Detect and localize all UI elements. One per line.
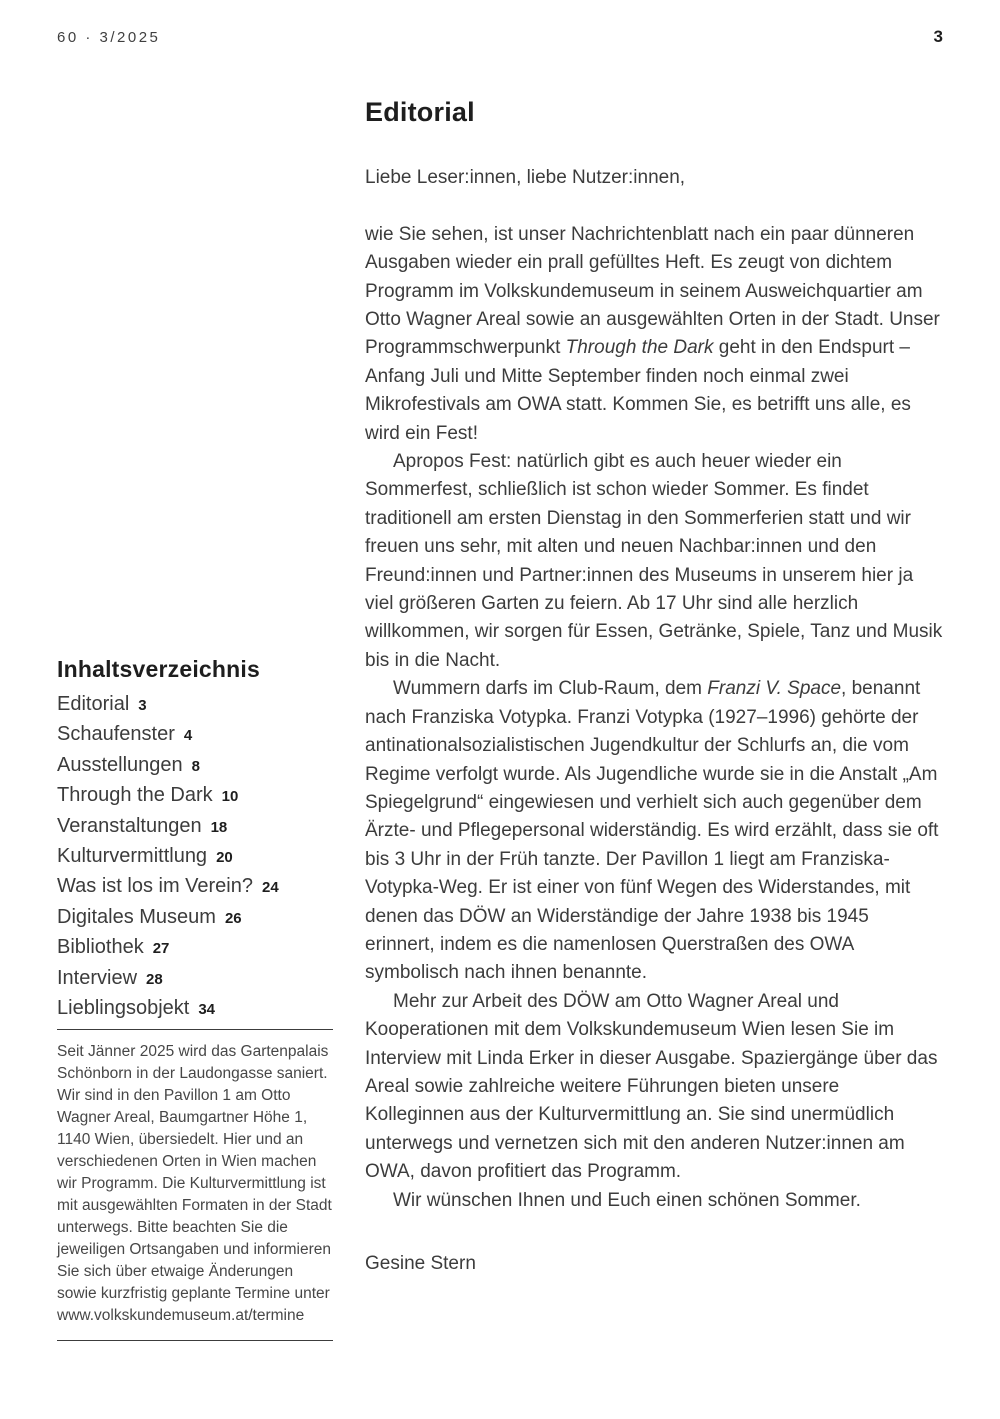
toc-item xyxy=(57,781,342,811)
editorial-body xyxy=(365,221,943,1215)
page-title: Editorial xyxy=(365,97,475,127)
toc-item-page: 3 xyxy=(138,697,147,714)
toc-item-page: 24 xyxy=(262,879,279,897)
editorial-paragraph: Wummern darfs im Club-Raum, dem Franzi V. Space, benannt nach Franziska Votypka. Franzi Votypka (1927–1996) gehörte der antinationalsozialistischen Jugendkultur der Schlurfs an, die vom Regime verfolgt wurde. Als Jugendliche wurde sie in die Anstalt „Am Spiegelgrund“ eingewiesen und verhielt sich auch gegenüber dem Ärzte- und Pflegepersonal widerständig. Es wird erzählt, dass sie oft bis 3 Uhr in der Früh tanzte. Der Pavillon 1 liegt am Franziska-Votypka-Weg. Er ist einer von fünf Wegen des Widerstandes, mit denen das DÖW an Widerständige der Jahre 1938 bis 1945 erinnert, indem es die namenlosen Querstraßen des OWA symbolisch nach ihnen benannte. xyxy=(365,678,939,984)
toc-item-label: Kulturvermittlung xyxy=(57,845,208,868)
toc-item xyxy=(57,872,342,902)
toc-item xyxy=(57,903,342,933)
toc-item-page: 34 xyxy=(198,1001,216,1019)
toc-item-page: 8 xyxy=(191,757,200,775)
page-number: 3 xyxy=(933,27,943,46)
toc-item-label: Ausstellungen xyxy=(57,753,183,776)
toc-item xyxy=(57,964,342,994)
editorial-article xyxy=(365,96,943,1278)
toc-item-page: 18 xyxy=(210,818,228,836)
toc-item-page: 4 xyxy=(183,727,193,745)
editorial-greeting: Liebe Leser:innen, liebe Nutzer:innen, xyxy=(365,167,686,188)
editorial-paragraph: Wir wünschen Ihnen und Euch einen schönen Sommer. xyxy=(393,1189,861,1211)
toc-list xyxy=(57,690,342,1024)
toc-item-label: Bibliothek xyxy=(57,936,144,959)
editorial-paragraph: wie Sie sehen, ist unser Nachrichtenblatt nach ein paar dünneren Ausgaben wieder ein prall gefülltes Heft. Es zeugt von dichtem Programm im Volkskundemuseum in seinem Ausweichquartier am Otto Wagner Areal sowie an ausgewählten Orten in der Stadt. Unser Programmschwerpunkt Through the Dark geht in den Endspurt – Anfang Juli und Mitte September finden noch einmal zwei Mikrofestivals am OWA statt. Kommen Sie, es betrifft uns alle, es wird ein Fest! xyxy=(365,223,940,444)
toc-heading: Inhaltsverzeichnis xyxy=(57,656,261,682)
toc-item xyxy=(57,842,342,872)
editorial-signature: Gesine Stern xyxy=(365,1253,476,1275)
toc-item-label: Through the Dark xyxy=(57,784,213,807)
toc-item-page: 10 xyxy=(221,788,239,806)
table-of-contents xyxy=(57,655,342,1024)
toc-item-label: Schaufenster xyxy=(57,723,175,746)
toc-item xyxy=(57,933,342,963)
toc-item-page: 28 xyxy=(146,970,163,988)
toc-item-label: Veranstaltungen xyxy=(57,814,202,837)
toc-item-label: Interview xyxy=(57,966,138,989)
issue-label: 60 · 3/2025 xyxy=(57,29,161,46)
editorial-paragraph: Apropos Fest: natürlich gibt es auch heuer wieder ein Sommerfest, schließlich ist schon wieder Sommer. Es findet traditionell am ersten Dienstag in den Sommerferien statt und wir freuen uns sehr, mit alten und neuen Nachbar:innen und den Freund:innen und Partner:innen des Museums in unserem hier ja viel größeren Garten zu feiern. Ab 17 Uhr sind alle herzlich willkommen, wir sorgen für Essen, Getränke, Spiele, Tanz und Musik bis in die Nacht. xyxy=(365,451,943,671)
toc-item xyxy=(57,812,342,842)
toc-item-page: 20 xyxy=(216,849,233,867)
sidebar-note xyxy=(57,1029,333,1341)
toc-item-label: Was ist los im Verein? xyxy=(57,875,253,898)
toc-item xyxy=(57,994,342,1024)
sidebar-note-text: Seit Jänner 2025 wird das Gartenpalais Schönborn in der Laudongasse saniert. Wir sind in den Pavillon 1 am Otto Wagner Areal, Baumgartner Höhe 1, 1140 Wien, übersiedelt. Hier und an verschiedenen Orten in Wien machen wir Programm. Die Kulturvermittlung ist mit ausgewählten Formaten in der Stadt unterwegs. Bitte beachten Sie die jeweiligen Ortsangaben und informieren Sie sich über etwaige Änderungen sowie kurzfristig geplante Termine unter www.volkskundemuseum.at/termine xyxy=(57,1043,332,1324)
toc-item-label: Editorial xyxy=(57,693,130,715)
toc-item xyxy=(57,720,342,750)
toc-item-label: Digitales Museum xyxy=(57,905,216,928)
editorial-paragraph: Mehr zur Arbeit des DÖW am Otto Wagner Areal und Kooperationen mit dem Volkskundemuseum Wien lesen Sie im Interview mit Linda Erker in dieser Ausgabe. Spaziergänge über das Areal sowie zahlreiche weitere Führungen bieten unsere Kolleginnen aus der Kulturvermittlung an. Sie sind unermüdlich unterwegs und vernetzen sich mit den anderen Nutzer:innen am OWA, davon profitiert das Programm. xyxy=(365,990,938,1183)
toc-item-page: 27 xyxy=(152,940,170,958)
toc-item-page: 26 xyxy=(224,909,242,927)
toc-item xyxy=(57,690,342,720)
toc-item-label: Lieblingsobjekt xyxy=(57,997,190,1020)
toc-item xyxy=(57,751,342,781)
